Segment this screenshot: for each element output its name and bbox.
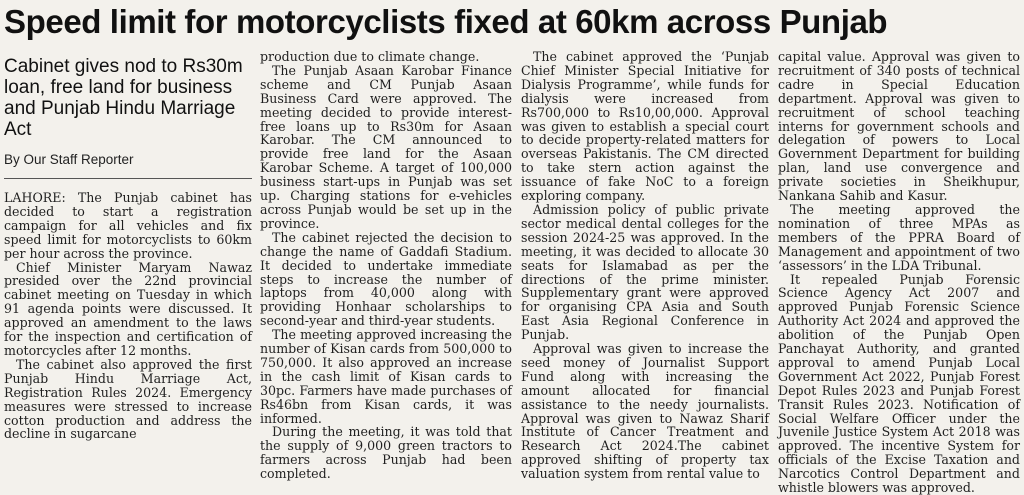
- paragraph: Admission policy of public private sector medical dental colleges for the session 2024-25 was approved. In the meeting, it was decided to allocate 30 seats for Islamabad as per the directions of the prime minister. Supplementary grant were approved for organising CPA Asia and South East Asia Regional Conference in Punjab.: [521, 203, 769, 342]
- column-4: [778, 50, 1020, 422]
- paragraph: The cabinet approved the ‘Punjab Chief Minister Special Initiative for Dialysis Programme’, while funds for dialysis were increased from Rs700,000 to Rs10,00,000. Approval was given to establish a special court to decide property-related matters for overseas Pakistanis. The CM directed to take stern action against the issuance of fake NoC to a foreign exploring company.: [521, 50, 769, 203]
- paragraph: The meeting approved increasing the number of Kisan cards from 500,000 to 750,000. It also approved an increase in the cash limit of Kisan cards to 30pc. Farmers have made purchases of Rs46bn from Kisan cards, it was informed.: [260, 328, 512, 425]
- paragraph: The cabinet rejected the decision to change the name of Gaddafi Stadium. It decided to undertake immediate steps to increase the number of laptops from 40,000 along with providing Honhaar scholarships to second-year and third-year students.: [260, 231, 512, 328]
- byline: By Our Staff Reporter: [4, 152, 252, 179]
- paragraph: Approval was given to increase the seed money of Journalist Support Fund along with increasing the amount allocated for financial assistance to the needy journalists. Approval was given to Nawaz Sharif Institute of Cancer Treatment and Research Act 2024.The cabinet approved shifting of property tax valuation system from rental value to: [521, 342, 769, 481]
- paragraph: The Punjab Asaan Karobar Finance scheme and CM Punjab Asaan Business Card were approved. The meeting decided to provide interest-free loans up to Rs30m for Asaan Karobar. The CM announced to provide free land for the Asaan Karobar Scheme. A target of 100,000 business start-ups in Punjab was set up. Charging stations for e-vehicles across Punjab would be set up in the province.: [260, 64, 512, 231]
- paragraph: The meeting approved the nomination of three MPAs as members of the PPRA Board of Management and appointment of two ‘assessors’ in the LDA Tribunal.: [778, 203, 1020, 273]
- paragraph: During the meeting, it was told that the supply of 9,000 green tractors to farmers across Punjab had been completed.: [260, 425, 512, 481]
- headline: Speed limit for motorcyclists fixed at 60km across Punjab: [4, 0, 1020, 44]
- paragraph: LAHORE: The Punjab cabinet has decided to start a registration campaign for all vehicles and fix speed limit for motorcyclists to 60km per hour across the province.: [4, 191, 252, 261]
- paragraph: It repealed Punjab Forensic Science Agency Act 2007 and approved Punjab Forensic Science Authority Act 2024 and approved the abolition of the Punjab Open Panchayat Authority, and granted approval to amend Punjab Local Government Act 2022, Punjab Forest Depot Rules 2023 and Punjab Forest Transit Rules 2023. Notification of Social Welfare Officer under the Juvenile Justice System Act 2018 was approved. The incentive System for officials of the Excise Taxation and Narcotics Control Department and whistle blowers was approved.: [778, 273, 1020, 495]
- paragraph: capital value. Approval was given to recruitment of 340 posts of technical cadre in Special Education department. Approval was given to recruitment of school teaching interns for government schools and delegation of powers to Local Government Department for building plan, land use convergence and private societies in Sheikhupur, Nankana Sahib and Kasur.: [778, 50, 1020, 203]
- column-3: [521, 50, 769, 422]
- paragraph: The cabinet also approved the first Punjab Hindu Marriage Act, Registration Rules 2024. Emergency measures were stressed to increase cotton production and address the decline in sugarcane: [4, 358, 252, 441]
- subheadline: Cabinet gives nod to Rs30m loan, free land for business and Punjab Hindu Marriage Act: [4, 56, 252, 140]
- column-1: [4, 56, 252, 428]
- paragraph: production due to climate change.: [260, 50, 512, 64]
- paragraph: Chief Minister Maryam Nawaz presided over the 22nd provincial cabinet meeting on Tuesday in which 91 agenda points were discussed. It approved an amendment to the laws for the inspection and certification of motorcycles after 12 months.: [4, 261, 252, 358]
- column-2: [260, 50, 512, 422]
